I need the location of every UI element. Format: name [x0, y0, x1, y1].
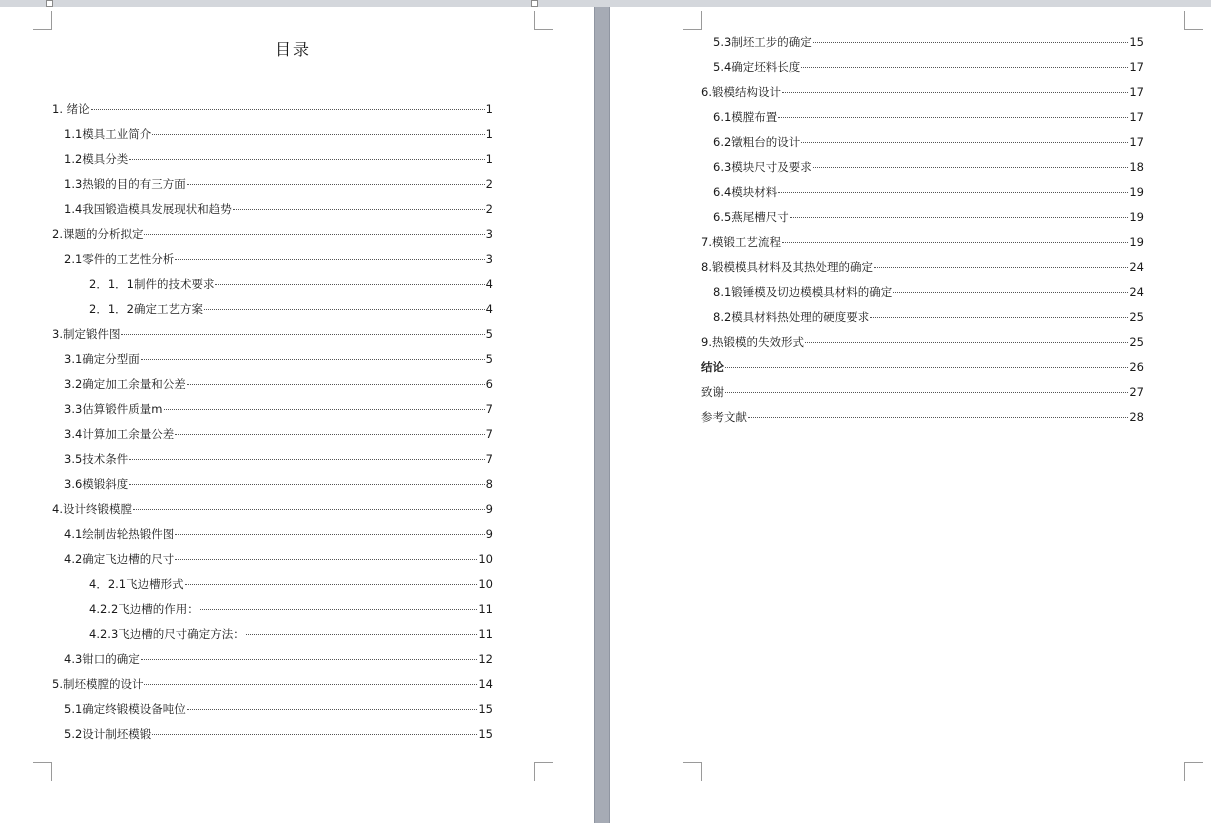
- dot-leader: [204, 309, 485, 310]
- ruler-marker-right[interactable]: [531, 0, 538, 7]
- toc-entry-text: 8.锻模模具材料及其热处理的确定: [701, 260, 873, 274]
- toc-entry-text: 4.3钳口的确定: [64, 652, 140, 666]
- toc-entry[interactable]: [701, 333, 1144, 358]
- dot-leader: [175, 534, 484, 535]
- toc-entry[interactable]: [701, 308, 1144, 333]
- dot-leader: [813, 167, 1129, 168]
- dot-leader: [246, 634, 478, 635]
- toc-entry[interactable]: [52, 325, 493, 350]
- dot-leader: [782, 242, 1128, 243]
- crop-mark-top-right: [534, 11, 553, 30]
- toc-entry-page-number: 11: [478, 627, 493, 641]
- toc-entry-text: 4.设计终锻模膛: [52, 502, 132, 516]
- toc-entry-text: 结论: [701, 360, 724, 374]
- toc-entry-page-number: 28: [1129, 410, 1144, 424]
- dot-leader: [185, 584, 478, 585]
- toc-entry[interactable]: [701, 108, 1144, 133]
- toc-entry-page-number: 17: [1129, 85, 1144, 99]
- toc-entry[interactable]: [52, 225, 493, 250]
- dot-leader: [187, 184, 485, 185]
- toc-entry[interactable]: [701, 208, 1144, 233]
- toc-entry-text: 5.2设计制坯模锻: [64, 727, 152, 741]
- toc-entry-page-number: 5: [485, 327, 493, 341]
- toc-entry-text: 4.2.3飞边槽的尺寸确定方法：: [89, 627, 245, 641]
- toc-entry[interactable]: [52, 425, 493, 450]
- dot-leader: [778, 192, 1128, 193]
- toc-entry[interactable]: [52, 350, 493, 375]
- toc-entry-text: 5.制坯模膛的设计: [52, 677, 144, 691]
- toc-entry-text: 9.热锻模的失效形式: [701, 335, 804, 349]
- dot-leader: [748, 417, 1128, 418]
- toc-entry-page-number: 10: [478, 552, 493, 566]
- crop-mark-bottom-left: [33, 762, 52, 781]
- toc-entry[interactable]: [701, 83, 1144, 108]
- toc-entry[interactable]: [52, 150, 493, 175]
- dot-leader: [187, 709, 478, 710]
- dot-leader: [725, 392, 1128, 393]
- toc-entry-page-number: 2: [485, 202, 493, 216]
- toc-entry-text: 6.5燕尾槽尺寸: [713, 210, 789, 224]
- ruler-bar: [0, 0, 1211, 7]
- crop-mark-bottom-left: [683, 762, 702, 781]
- crop-mark-bottom-right: [534, 762, 553, 781]
- toc-entry-text: 1.1模具工业简介: [64, 127, 152, 141]
- toc-entry-text: 4．2.1飞边槽形式: [89, 577, 184, 591]
- toc-entry-page-number: 17: [1129, 60, 1144, 74]
- toc-entry-text: 6.2镦粗台的设计: [713, 135, 801, 149]
- toc-entry[interactable]: [52, 400, 493, 425]
- toc-entry[interactable]: [52, 625, 493, 650]
- dot-leader: [121, 334, 484, 335]
- toc-entry[interactable]: [701, 33, 1144, 58]
- dot-leader: [893, 292, 1128, 293]
- toc-entry-page-number: 4: [485, 277, 493, 291]
- toc-entry-page-number: 7: [485, 402, 493, 416]
- toc-entry-page-number: 1: [485, 102, 493, 116]
- toc-entry-page-number: 1: [485, 152, 493, 166]
- toc-entry-text: 2．1．1制件的技术要求: [89, 277, 215, 291]
- toc-entry-text: 1. 绪论: [52, 102, 90, 116]
- dot-leader: [141, 659, 478, 660]
- toc-entry[interactable]: [701, 408, 1144, 433]
- crop-mark-top-right: [1184, 11, 1203, 30]
- toc-entry-text: 1.3热锻的目的有三方面: [64, 177, 186, 191]
- toc-entry-page-number: 24: [1129, 285, 1144, 299]
- toc-entry-page-number: 25: [1129, 335, 1144, 349]
- toc-entry-text: 7.模锻工艺流程: [701, 235, 781, 249]
- toc-entry-text: 4.1绘制齿轮热锻件图: [64, 527, 175, 541]
- toc-entry-page-number: 7: [485, 452, 493, 466]
- toc-entry[interactable]: [701, 383, 1144, 408]
- dot-leader: [144, 234, 484, 235]
- toc-entry-text: 2．1．2确定工艺方案: [89, 302, 203, 316]
- toc-entry-page-number: 19: [1129, 235, 1144, 249]
- toc-entry[interactable]: [52, 275, 493, 300]
- toc-entry-page-number: 5: [485, 352, 493, 366]
- toc-title: 目录: [274, 40, 311, 59]
- toc-entry[interactable]: [52, 575, 493, 600]
- toc-entry-page-number: 18: [1129, 160, 1144, 174]
- toc-entry-page-number: 8: [485, 477, 493, 491]
- toc-entry-text: 参考文献: [701, 410, 747, 424]
- toc-entry[interactable]: [52, 125, 493, 150]
- crop-mark-top-left: [33, 11, 52, 30]
- toc-entry-text: 2.课题的分析拟定: [52, 227, 144, 241]
- toc-entry-text: 8.2模具材料热处理的硬度要求: [713, 310, 870, 324]
- toc-entry-page-number: 15: [478, 727, 493, 741]
- toc-entry-page-number: 19: [1129, 185, 1144, 199]
- crop-mark-bottom-right: [1184, 762, 1203, 781]
- dot-leader: [805, 342, 1128, 343]
- dot-leader: [129, 459, 484, 460]
- dot-leader: [129, 159, 484, 160]
- toc-entry-text: 5.1确定终锻模设备吨位: [64, 702, 186, 716]
- toc-entry-text: 4.2确定飞边槽的尺寸: [64, 552, 175, 566]
- dot-leader: [164, 409, 485, 410]
- dot-leader: [870, 317, 1128, 318]
- toc-entry-page-number: 7: [485, 427, 493, 441]
- toc-entry-page-number: 24: [1129, 260, 1144, 274]
- toc-entry[interactable]: [52, 250, 493, 275]
- toc-entry[interactable]: [52, 375, 493, 400]
- crop-mark-top-left: [683, 11, 702, 30]
- toc-entry-page-number: 17: [1129, 135, 1144, 149]
- toc-entry-page-number: 14: [478, 677, 493, 691]
- dot-leader: [152, 134, 484, 135]
- toc-entry[interactable]: [52, 175, 493, 200]
- toc-entry-text: 2.1零件的工艺性分析: [64, 252, 175, 266]
- toc-entry-text: 6.4模块材料: [713, 185, 778, 199]
- toc-entry-page-number: 3: [485, 227, 493, 241]
- toc-entry[interactable]: [52, 450, 493, 475]
- dot-leader: [152, 734, 477, 735]
- dot-leader: [215, 284, 484, 285]
- toc-entry-page-number: 25: [1129, 310, 1144, 324]
- toc-entry-page-number: 10: [478, 577, 493, 591]
- toc-entry-text: 3.1确定分型面: [64, 352, 140, 366]
- toc-list-left: [52, 100, 493, 750]
- dot-leader: [801, 142, 1128, 143]
- toc-entry-page-number: 12: [478, 652, 493, 666]
- dot-leader: [175, 559, 477, 560]
- toc-entry[interactable]: [52, 200, 493, 225]
- toc-entry[interactable]: [52, 650, 493, 675]
- toc-entry[interactable]: [701, 58, 1144, 83]
- dot-leader: [133, 509, 485, 510]
- toc-entry-page-number: 4: [485, 302, 493, 316]
- toc-entry-page-number: 26: [1129, 360, 1144, 374]
- dot-leader: [813, 42, 1129, 43]
- toc-entry-page-number: 19: [1129, 210, 1144, 224]
- toc-entry[interactable]: [701, 283, 1144, 308]
- toc-entry[interactable]: [701, 358, 1144, 383]
- toc-entry-page-number: 9: [485, 527, 493, 541]
- toc-entry-text: 5.3制坯工步的确定: [713, 35, 812, 49]
- dot-leader: [91, 109, 485, 110]
- toc-entry[interactable]: [701, 233, 1144, 258]
- toc-entry[interactable]: [52, 700, 493, 725]
- toc-entry-text: 6.锻模结构设计: [701, 85, 781, 99]
- toc-entry[interactable]: [701, 258, 1144, 283]
- toc-entry-text: 5.4确定坯料长度: [713, 60, 801, 74]
- dot-leader: [200, 609, 478, 610]
- toc-entry-text: 4.2.2飞边槽的作用：: [89, 602, 199, 616]
- dot-leader: [782, 92, 1128, 93]
- page-gutter: [594, 7, 610, 823]
- dot-leader: [175, 434, 484, 435]
- toc-entry-page-number: 9: [485, 502, 493, 516]
- toc-entry-text: 6.1模膛布置: [713, 110, 778, 124]
- toc-entry-text: 1.2模具分类: [64, 152, 129, 166]
- toc-entry[interactable]: [52, 500, 493, 525]
- toc-entry-text: 3.5技术条件: [64, 452, 129, 466]
- toc-entry[interactable]: [52, 725, 493, 750]
- toc-entry-page-number: 2: [485, 177, 493, 191]
- toc-entry-page-number: 15: [1129, 35, 1144, 49]
- toc-entry[interactable]: [52, 525, 493, 550]
- toc-entry[interactable]: [701, 183, 1144, 208]
- toc-entry-page-number: 6: [485, 377, 493, 391]
- toc-entry[interactable]: [52, 100, 493, 125]
- toc-entry-page-number: 3: [485, 252, 493, 266]
- toc-entry[interactable]: [52, 550, 493, 575]
- toc-entry[interactable]: [701, 158, 1144, 183]
- toc-entry-text: 3.制定锻件图: [52, 327, 121, 341]
- document-page-right[interactable]: [610, 7, 1211, 823]
- toc-entry-page-number: 27: [1129, 385, 1144, 399]
- toc-entry-text: 3.4计算加工余量公差: [64, 427, 175, 441]
- dot-leader: [778, 117, 1128, 118]
- dot-leader: [144, 684, 477, 685]
- dot-leader: [175, 259, 484, 260]
- document-page-left[interactable]: [0, 7, 594, 823]
- toc-entry[interactable]: [701, 133, 1144, 158]
- ruler-marker-left[interactable]: [46, 0, 53, 7]
- toc-entry-text: 8.1锻锤模及切边模模具材料的确定: [713, 285, 893, 299]
- toc-entry[interactable]: [52, 675, 493, 700]
- dot-leader: [790, 217, 1129, 218]
- toc-entry-text: 3.6模锻斜度: [64, 477, 129, 491]
- dot-leader: [725, 367, 1128, 368]
- toc-entry-text: 3.3估算锻件质量m: [64, 402, 163, 416]
- toc-entry-text: 1.4我国锻造模具发展现状和趋势: [64, 202, 232, 216]
- dot-leader: [801, 67, 1128, 68]
- dot-leader: [129, 484, 484, 485]
- toc-entry[interactable]: [52, 300, 493, 325]
- toc-entry-page-number: 11: [478, 602, 493, 616]
- toc-entry-text: 致谢: [701, 385, 724, 399]
- toc-entry-page-number: 15: [478, 702, 493, 716]
- toc-entry-page-number: 17: [1129, 110, 1144, 124]
- toc-list-right: [701, 33, 1144, 433]
- toc-entry-page-number: 1: [485, 127, 493, 141]
- toc-entry-text: 3.2确定加工余量和公差: [64, 377, 186, 391]
- toc-entry[interactable]: [52, 475, 493, 500]
- dot-leader: [874, 267, 1128, 268]
- dot-leader: [233, 209, 485, 210]
- dot-leader: [141, 359, 485, 360]
- dot-leader: [187, 384, 485, 385]
- toc-entry[interactable]: [52, 600, 493, 625]
- toc-entry-text: 6.3模块尺寸及要求: [713, 160, 812, 174]
